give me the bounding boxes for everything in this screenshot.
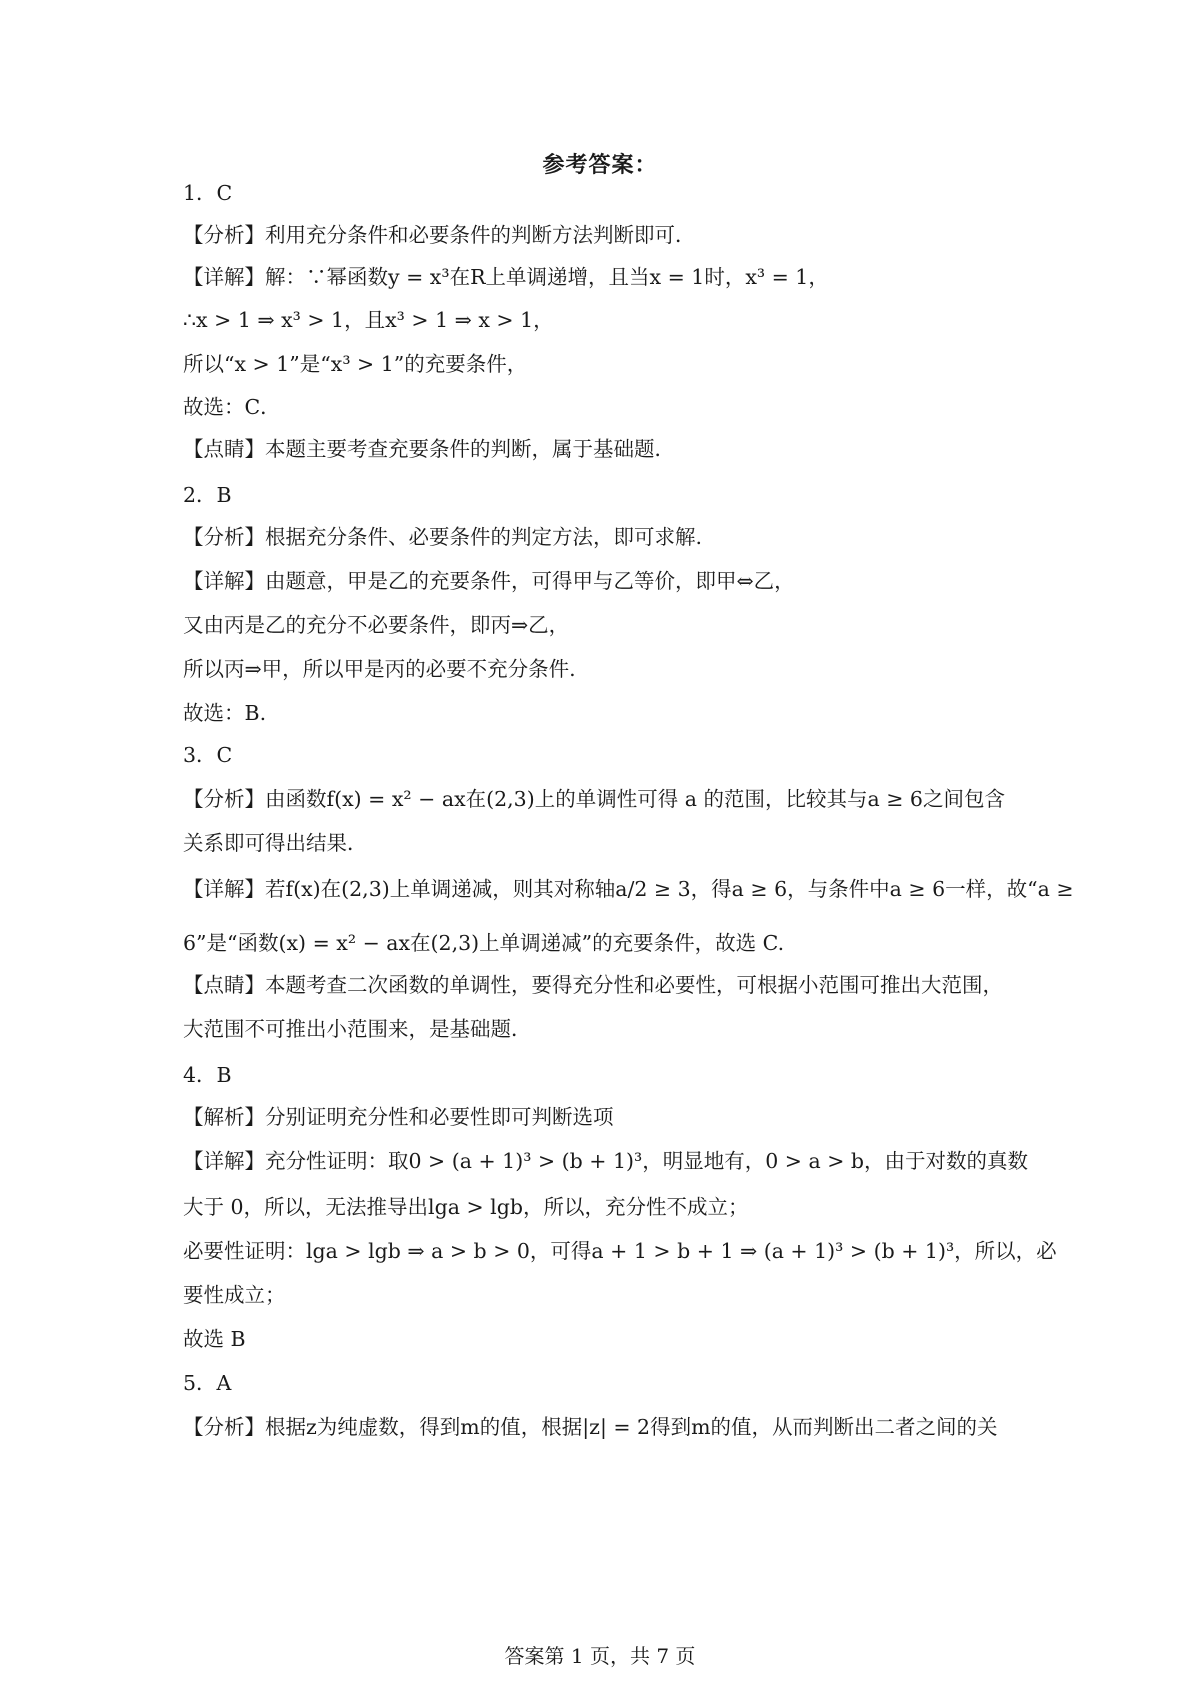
analysis-line: 【分析】根据z为纯虚数，得到m的值，根据|z| = 2得到m的值，从而判断出二者之间的关 bbox=[183, 1415, 998, 1439]
answer-number-2: 2．B bbox=[183, 483, 232, 507]
detail-line: 【详解】由题意，甲是乙的充要条件，可得甲与乙等价，即甲⇔乙， bbox=[183, 569, 795, 593]
analysis-line: 【分析】根据充分条件、必要条件的判定方法，即可求解. bbox=[183, 525, 703, 549]
answer-number-3: 3．C bbox=[183, 743, 233, 767]
detail-line: ∴x > 1 ⇒ x³ > 1，且x³ > 1 ⇒ x > 1， bbox=[183, 308, 554, 332]
page-title: 参考答案： bbox=[542, 152, 658, 178]
answer-number-4: 4．B bbox=[183, 1063, 232, 1087]
detail-line: 必要性证明：lga > lgb ⇒ a > b > 0，可得a + 1 > b + 1 ⇒ (a + 1)³ > (b + 1)³，所以，必 bbox=[183, 1239, 1057, 1263]
detail-line: 要性成立； bbox=[183, 1283, 286, 1307]
comment-line: 【点睛】本题考查二次函数的单调性，要得充分性和必要性，可根据小范围可推出大范围， bbox=[183, 973, 1003, 997]
choice-line: 故选：B. bbox=[183, 701, 267, 725]
analysis-line: 关系即可得出结果． bbox=[183, 831, 368, 855]
detail-line: 【详解】若f(x)在(2,3)上单调递减，则其对称轴a/2 ≥ 3，得a ≥ 6，与条件中a ≥ 6一样，故“a ≥ bbox=[183, 877, 1074, 901]
detail-line: 所以“x > 1”是“x³ > 1”的充要条件， bbox=[183, 352, 528, 376]
detail-line: 所以丙⇒甲，所以甲是丙的必要不充分条件. bbox=[183, 657, 576, 681]
detail-line: 又由丙是乙的充分不必要条件，即丙⇒乙， bbox=[183, 613, 570, 637]
comment-line: 【点睛】本题主要考查充要条件的判断，属于基础题． bbox=[183, 437, 675, 461]
analysis-line: 【分析】利用充分条件和必要条件的判断方法判断即可． bbox=[183, 223, 696, 247]
detail-line: 【详解】解：∵幂函数y = x³在R上单调递增，且当x = 1时，x³ = 1， bbox=[183, 265, 829, 289]
detail-line: 【详解】充分性证明：取0 > (a + 1)³ > (b + 1)³，明显地有，0 > a > b，由于对数的真数 bbox=[183, 1149, 1029, 1173]
answer-number-1: 1．C bbox=[183, 181, 233, 205]
page-footer: 答案第 1 页，共 7 页 bbox=[504, 1644, 696, 1668]
comment-line: 大范围不可推出小范围来，是基础题． bbox=[183, 1017, 532, 1041]
solution-line: 【解析】分别证明充分性和必要性即可判断选项 bbox=[183, 1105, 614, 1129]
choice-line: 故选 B bbox=[183, 1327, 246, 1351]
choice-line: 故选：C． bbox=[183, 395, 281, 419]
analysis-line: 【分析】由函数f(x) = x² − ax在(2,3)上的单调性可得 a 的范围，比较其与a ≥ 6之间包含 bbox=[183, 787, 1005, 811]
detail-line: 大于 0，所以，无法推导出lga > lgb，所以，充分性不成立； bbox=[183, 1195, 749, 1219]
answer-number-5: 5．A bbox=[183, 1371, 232, 1395]
detail-line: 6”是“函数(x) = x² − ax在(2,3)上单调递减”的充要条件，故选 C. bbox=[183, 931, 785, 955]
